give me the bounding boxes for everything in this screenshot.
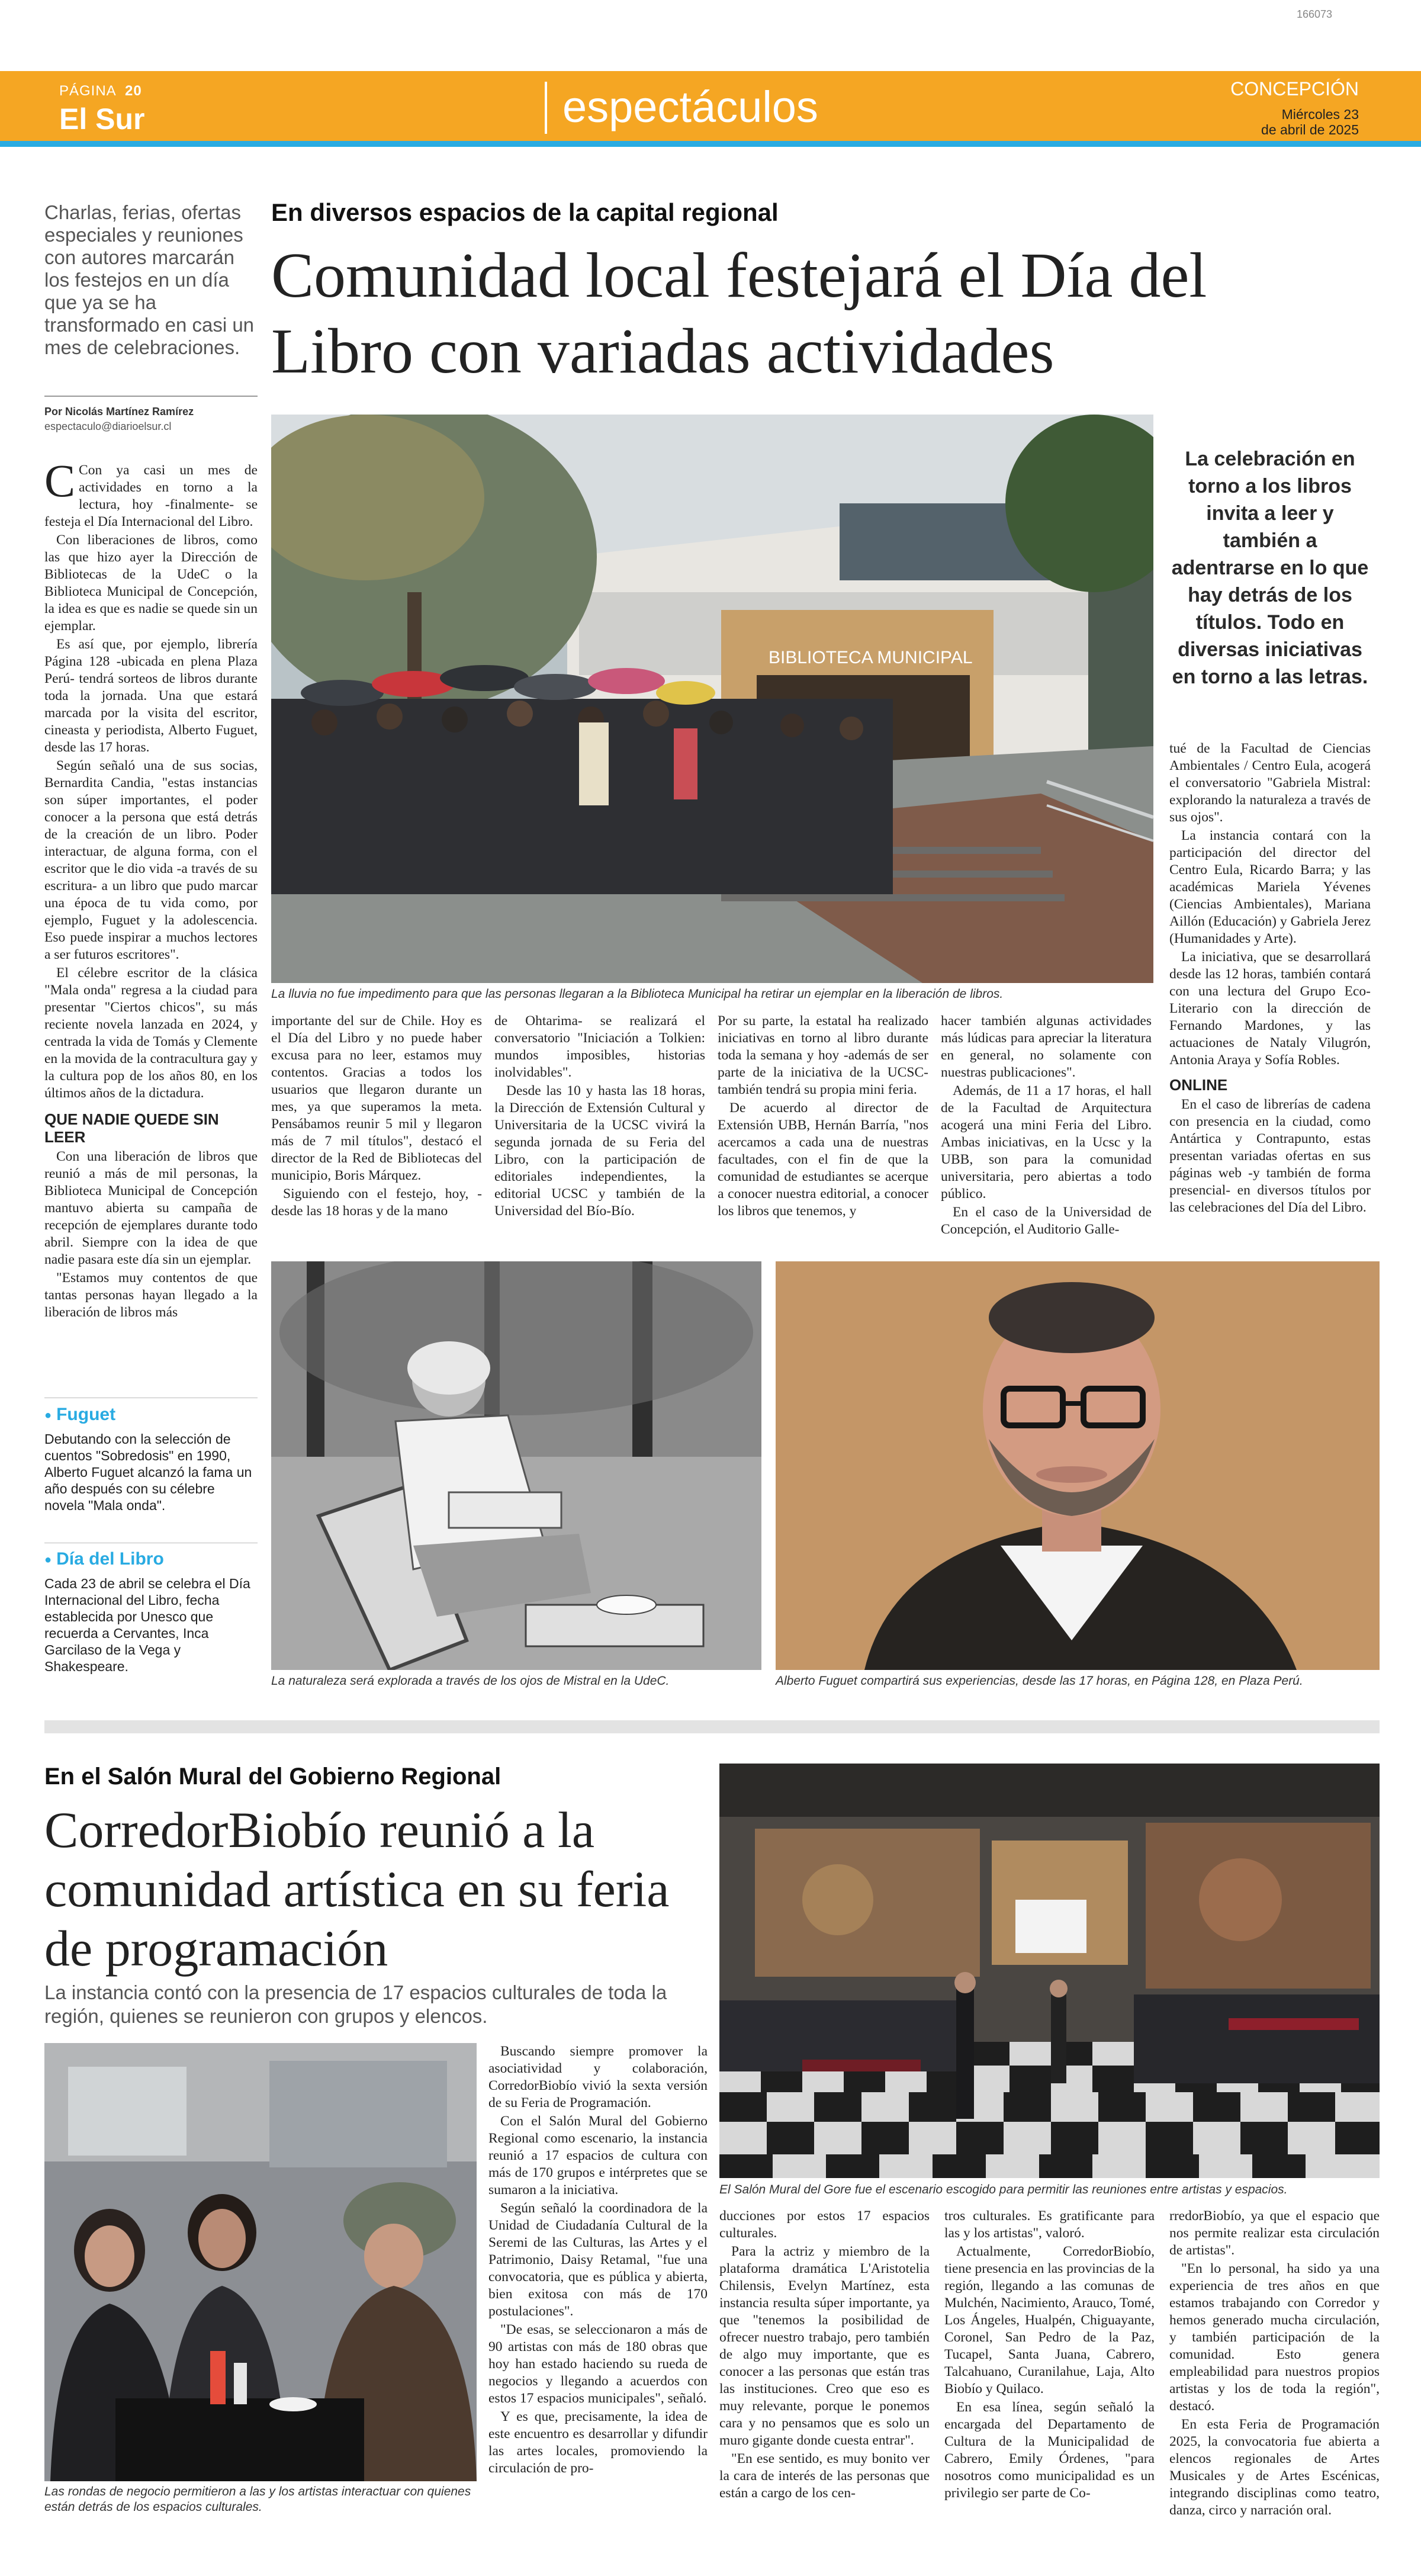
article1-col5-p2: Además, de 11 a 17 horas, el hall de la Facultad de Arquitectura acogerá una mini Feria del Libro. Ambas iniciativas, en la Ucsc y la UBB, son para la comunidad universitaria, pero abiertas a todo público. [941,1083,1152,1202]
bullet-icon: ● [44,1408,52,1422]
photo-networking [44,2043,477,2481]
photo-salon-mural [719,1764,1380,2178]
article2-deck: La instancia contó con la presencia de 17 espacios culturales de toda la región, quienes se reunieron con grupos y elencos. [44,1981,667,2027]
article1-col1b-p1: Con una liberación de libros que reunió a más de mil personas, la Biblioteca Municipal de Concepción mantuvo abierta su campaña de recepción de ejemplares durante todo abril. Siempre con la idea de que nadie pasara este día sin un ejemplar. [44,1149,258,1267]
header-page-label [59,83,142,99]
article1-col2 [271,1013,482,1221]
photo-library [271,415,1153,983]
page-number: 20 [125,83,142,99]
section-title: espectáculos [562,82,818,131]
article2-headline: CorredorBiobío reunió a la comunidad artística en su feria de programación [44,1801,670,1977]
sidebar-dia-libro-text: Cada 23 de abril se celebra el Día Internacional del Libro, fecha establecida por Unesco que recuerda a Cervantes, Inca Garcilaso de la Vega y Shakespeare. [44,1576,250,1674]
article2-kicker: En el Salón Mural del Gobierno Regional [44,1764,501,1790]
header-code: 166073 [1297,8,1333,20]
article1-col6-p1: tué de la Facultad de Ciencias Ambientales / Centro Eula, acogerá el conversatorio "Gabriela Mistral: explorando la naturaleza a través de sus ojos". [1169,741,1371,825]
caption-salon-mural: El Salón Mural del Gore fue el escenario escogido para permitir las reuniones entre artistas y espacios. [719,2183,1288,2196]
header-city: CONCEPCIÓN [1230,78,1359,99]
caption-fuguet: Alberto Fuguet compartirá sus experiencias, desde las 17 horas, en Página 128, en Plaza Perú. [776,1674,1303,1688]
article1-col3-p2: Desde las 10 y hasta las 18 horas, la Dirección de Extensión Cultural y Universitaria de la UCSC vivirá la segunda jornada de su Feria del Libro, con la participación de editoriales independientes, la editorial UCSC y también de la Universidad del Bío-Bío. [494,1083,705,1219]
article1-col3 [494,1013,705,1221]
byline [44,406,258,433]
article1-col1-p3: Es así que, por ejemplo, librería Página 128 -ubicada en plena Plaza Perú- tendrá sorteos de libros durante toda la jornada. Una que estará marcada por la visita del escritor, cineasta y periodista, Alberto Fuguet, desde las 17 horas. [44,637,258,755]
article1-col2-p1: importante del sur de Chile. Hoy es el Día del Libro y no puede haber excusa para no leer, estamos muy contentos. Gracias a todos los usuarios que llegaron durante un mes, ya que superamos la meta. Pensábamos reunir 5 mil y llegaron más de 7 mil títulos", destacó el director de la Red de Bibliotecas del municipio, Boris Márquez. [271,1013,482,1183]
article2-col2 [719,2208,930,2503]
article2-col4-p2: "En lo personal, ha sido ya una experiencia de tres años en que estamos trabajando con Corredor y hemos generado mucha circulación, y también participación de la comunidad. Esto genera empleabilidad para nuestros propios artistas y los de toda la región", destacó. [1169,2261,1380,2414]
article1-col4-p1: Por su parte, la estatal ha realizado iniciativas en torno al libro durante toda la semana y hoy -además de ser parte de la iniciativa de la UCSC- también tendrá su propia mini feria. [718,1013,928,1097]
sidebar-dia-libro-title: ● Día del Libro [44,1549,164,1569]
article2-col3-p3: En esa línea, según señaló la encargada del Departamento de Cultura de la Municipalidad de Cabrero, Emily Órdenes, "para nosotros como municipalidad es un privilegio ser parte de Co- [944,2400,1155,2501]
subhead-online: ONLINE [1169,1076,1228,1094]
article2-col2-p1: ducciones por estos 17 espacios culturales. [719,2208,930,2241]
article2-col1-p5: Y es que, precisamente, la idea de este encuentro es desarrollar y difundir las artes locales, promoviendo la circulación de pro- [488,2409,708,2476]
article2-col4 [1169,2208,1380,2520]
article2-col1-p3: Según señaló la coordinadora de la Unidad de Ciudadanía Cultural de la Seremi de las Culturas, las Artes y el Patrimonio, Daisy Retamal, "fue una convocatoria, que es pública y abierta, bien exitosa con más de 170 postulaciones". [488,2201,708,2319]
article1-col6-p3: La iniciativa, que se desarrollará desde las 12 horas, también contará con una lectura del Grupo Eco-Literario con la dirección de Fernando Mardones, y las actuaciones de Nataly Vilugrón, Antonia Araya y Sofía Robles. [1169,949,1371,1068]
article1-col6-p2: La instancia contará con la participación del director del Centro Eula, Ricardo Barra; y las académicas Mariela Yévenes (Ciencias Ambientales), Mariana Aillón (Educación) y Gabriela Jerez (Humanidades y Arte). [1169,828,1371,946]
article1-col3-p1: de Ohtarima- se realizará el conversatorio "Iniciación a Tolkien: mundos imposibles, historias inolvidables". [494,1013,705,1080]
article2-col1-p4: "De esas, se seleccionaron a más de 90 artistas con más de 180 obras que hoy han estado haciendo su rueda de negocios y llegando a acuerdos con estos 17 espacios municipales", señaló. [488,2322,708,2406]
article2-col2-p3: "En ese sentido, es muy bonito ver la cara de interés de las personas que están a cargo de los cen- [719,2451,930,2501]
sidebar-fuguet-title: ● Fuguet [44,1405,116,1424]
article2-col1-p2: Con el Salón Mural del Gobierno Regional como escenario, la instancia reunió a 17 espacios de cultura con más de 170 grupos e intérpretes que se sumaron a la iniciativa. [488,2114,708,2198]
article2-col2-p2: Para la actriz y miembro de la plataforma dramática L'Aristotelia Chilensis, Evelyn Martínez, esta instancia resulta súper importante, ya que "tenemos la posibilidad de ofrecer nuestro trabajo, pero también de algo muy importante, que es conocer a las personas que están tras las instituciones. Creo que eso es muy relevante, porque le ponemos cara y no pensamos que es solo un muro gigante donde cuesta entrar". [719,2244,930,2448]
header-date-2: de abril de 2025 [1261,122,1359,137]
photo-mistral [271,1261,761,1670]
article2-col1 [488,2043,708,2478]
caption-networking: Las rondas de negocio permitieron a las y los artistas interactuar con quienes están detrás de los espacios culturales. [44,2485,471,2514]
header-date-1: Miércoles 23 [1281,107,1359,122]
subhead-leer: QUE NADIE QUEDE SIN LEER [44,1110,219,1146]
sidebar-fuguet-text: Debutando con la selección de cuentos "Sobredosis" en 1990, Alberto Fuguet alcanzó la fama un año después con su célebre novela "Mala onda". [44,1431,252,1513]
article2-col3-p1: tros culturales. Es gratificante para las y los artistas", valoró. [944,2208,1155,2241]
header-accent-line [0,141,1421,147]
page-label: PÁGINA [59,83,116,99]
drop-cap: C [44,455,76,506]
article1-col5-p3: En el caso de la Universidad de Concepción, el Auditorio Galle- [941,1205,1152,1237]
article2-col3 [944,2208,1155,2503]
article1-col4-p2: De acuerdo al director de Extensión UBB, Hernán Barría, "nos acercamos a cada una de nuestras facultades, con el fin de que la comunidad de estudiantes se acerque a conocer nuestra editorial, a conocer los libros que tenemos, y [718,1100,928,1219]
article1-col1-p1: C Con ya casi un mes de actividades en torno a la lectura, hoy -finalmente- se festeja el Día Internacional del Libro. [44,455,258,529]
byline-name: Por Nicolás Martínez Ramírez [44,406,194,417]
article1-intro: Charlas, ferias, ofertas especiales y reuniones con autores marcarán los festejos en un día que ya se ha transformado en casi un mes de celebraciones. [44,201,255,358]
caption-mistral: La naturaleza será explorada a través de los ojos de Mistral en la UdeC. [271,1674,670,1688]
pullquote: La celebración en torno a los libros invita a leer y también a adentrarse en lo que hay detrás de los títulos. Todo en diversas iniciativas en torno a las letras. [1171,448,1369,688]
bullet-icon: ● [44,1553,52,1566]
article1-col2-p2: Siguiendo con el festejo, hoy, -desde las 18 horas y de la mano [271,1186,482,1219]
article1-col1b-p2: "Estamos muy contentos de que tantas personas hayan llegado a la liberación de libros más [44,1270,258,1320]
article2-col3-p2: Actualmente, CorredorBiobío, tiene presencia en las provincias de la región, llegando a las comunas de Mulchén, Nacimiento, Arauco, Tomé, Los Ángeles, Hualpén, Chiguayante, Coronel, San Pedro de la Paz, Tucapel, Santa Juana, Cabrero, Talcahuano, Curanilahue, Laja, Alto Biobío y Quilaco. [944,2244,1155,2397]
article1-col1-p2: Con liberaciones de libros, como las que hizo ayer la Dirección de Bibliotecas de la UdeC o la Biblioteca Municipal de Concepción, la idea es que es nadie se quede sin un ejemplar. [44,532,258,634]
article1-col6 [1169,740,1371,1218]
article2-col1-p1: Buscando siempre promover la asociatividad y colaboración, CorredorBiobío vivió la sexta versión de su Feria de Programación. [488,2044,708,2111]
article1-col5 [941,1013,1152,1239]
article2-col4-p1: rredorBiobío, ya que el espacio que nos permite realizar esta circulación de artistas". [1169,2208,1380,2258]
article1-col1-p4: Según señaló una de sus socias, Bernardita Candia, "estas instancias son súper importantes, el poder conocer a la persona que está detrás de la creación de un libro. Poder interactuar, de alguna forma, con el escritor que le dio vida -a través de su escritura- a un libro que pudo marcar una época de tu vida como, por ejemplo, Fuguet y la adolescencia. Eso puede inspirar a muchos lectores a ser futuros escritores". [44,758,258,962]
article1-headline: Comunidad local festejará el Día del Libro con variadas actividades [271,240,1207,387]
article1-col6b-p1: En el caso de librerías de cadena con presencia en la ciudad, como Antártica y Contrapunto, estas presentan variadas ofertas en sus páginas web -y también de forma presencial- en diversos títulos por las celebraciones del Día del Libro. [1169,1097,1371,1215]
article1-col1-p5: El célebre escritor de la clásica "Mala onda" regresa a la ciudad para presentar "Ciertos chicos", su más reciente novela lanzada en 2024, y centrada la vida de Tomás y Clemente en la movida de la contracultura gay y la cultura pop de los años 80, en los últimos años de la dictadura. [44,965,258,1101]
article1-col1 [44,455,258,1322]
section-separator [44,1720,1380,1733]
article1-col4 [718,1013,928,1221]
sidebar-dia-libro [44,1549,258,1675]
paper-name: El Sur [59,102,145,136]
byline-email: espectaculo@diarioelsur.cl [44,420,172,432]
photo-fuguet [776,1261,1380,1670]
article1-col5-p1: hacer también algunas actividades más lúdicas para apreciar la literatura en general, no solamente con nuestras publicaciones". [941,1013,1152,1080]
article1-kicker: En diversos espacios de la capital regional [271,198,779,226]
header-divider [545,82,547,134]
sidebar-fuguet [44,1405,258,1514]
article1-intro-rule [44,396,258,397]
library-sign: BIBLIOTECA MUNICIPAL [769,648,973,667]
caption-library: La lluvia no fue impedimento para que las personas llegaran a la Biblioteca Municipal ha retirar un ejemplar en la liberación de libros. [271,987,1004,1001]
article2-col4-p3: En esta Feria de Programación 2025, la convocatoria fue abierta a elencos regionales de Artes Musicales y de Artes Escénicas, integrando disciplinas como teatro, danza, circo y narración oral. [1169,2417,1380,2518]
